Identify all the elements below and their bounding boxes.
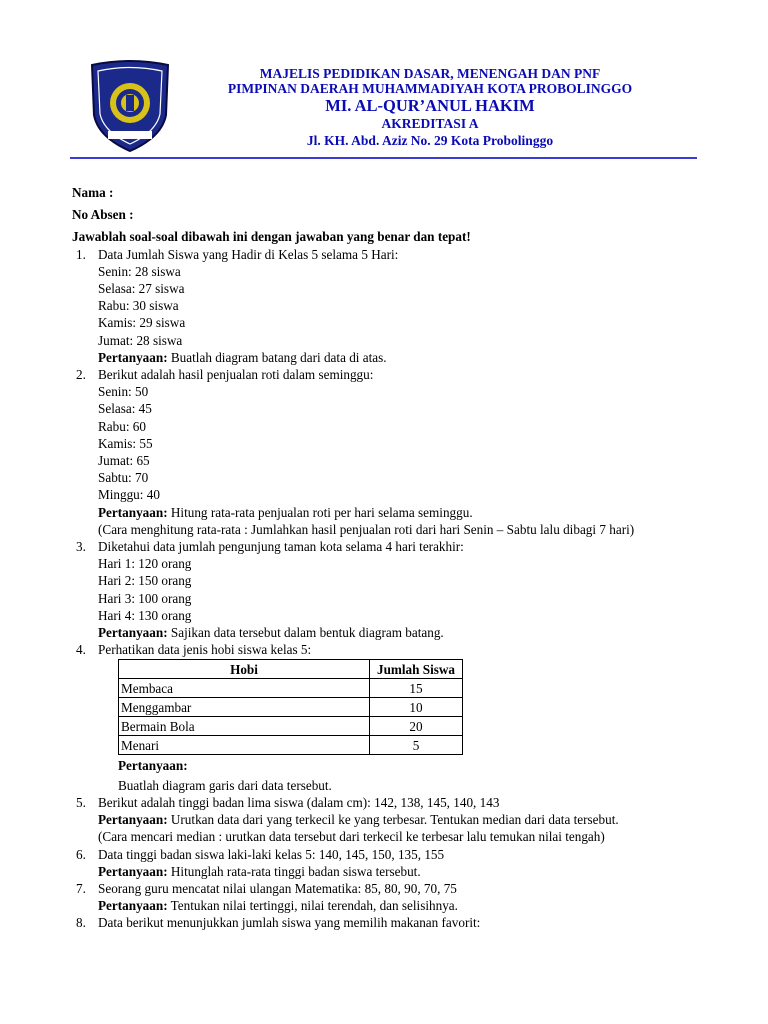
question-prompt <box>98 897 712 914</box>
prompt-label: Pertanyaan: <box>98 349 168 365</box>
data-line: Hari 1: 120 orang <box>98 556 192 572</box>
header-divider <box>70 157 697 159</box>
question-number: 5. <box>76 794 86 810</box>
name-field: Nama : <box>72 185 114 200</box>
question-intro: Berikut adalah hasil penjualan roti dalam seminggu: <box>98 367 374 383</box>
prompt-label: Pertanyaan: <box>98 898 168 914</box>
table-row <box>119 717 463 736</box>
prompt-text: Urutkan data dari yang terkecil ke yang terbesar. Tentukan median dari data tersebut. <box>167 812 619 828</box>
data-line: Hari 4: 130 orang <box>98 607 192 623</box>
table-header-row <box>119 660 463 679</box>
question-number: 2. <box>76 367 86 383</box>
question-intro: Data berikut menunjukkan jumlah siswa yang memilih makanan favorit: <box>98 915 481 931</box>
question-intro: Diketahui data jumlah pengunjung taman kota selama 4 hari terakhir: <box>98 539 464 555</box>
question-prompt <box>98 504 712 521</box>
question-4 <box>72 641 712 794</box>
question-intro: Data tinggi badan siswa laki-laki kelas 5: 140, 145, 150, 135, 155 <box>98 846 445 862</box>
data-line: Selasa: 45 <box>98 401 152 417</box>
data-line: Rabu: 30 siswa <box>98 298 179 314</box>
data-line: Jumat: 28 siswa <box>98 332 183 348</box>
data-line: Senin: 50 <box>98 384 149 400</box>
table-row <box>119 736 463 755</box>
count-cell: 10 <box>370 698 463 717</box>
question-6 <box>72 846 712 880</box>
question-2 <box>72 366 712 538</box>
prompt-text: Hitunglah rata-rata tinggi badan siswa tersebut. <box>167 863 421 879</box>
header-line-1: MAJELIS PEDIDIKAN DASAR, MENENGAH DAN PNF <box>259 66 601 81</box>
question-number: 3. <box>76 539 86 555</box>
question-prompt <box>98 863 712 880</box>
prompt-label: Pertanyaan: <box>98 812 168 828</box>
data-line: Senin: 28 siswa <box>98 263 181 279</box>
data-line: Kamis: 29 siswa <box>98 315 186 331</box>
absence-number-field: No Absen : <box>72 207 134 223</box>
question-3 <box>72 538 712 641</box>
prompt-text: Hitung rata-rata penjualan roti per hari selama seminggu. <box>167 504 473 520</box>
data-line: Hari 2: 150 orang <box>98 573 192 589</box>
table-row <box>119 679 463 698</box>
data-line: Rabu: 60 <box>98 418 146 434</box>
header-line-2: PIMPINAN DAERAH MUHAMMADIYAH KOTA PROBOLINGGO <box>227 81 633 96</box>
count-cell: 5 <box>370 736 463 755</box>
question-number: 1. <box>76 246 86 262</box>
prompt-text: Tentukan nilai tertinggi, nilai terendah, dan selisihnya. <box>167 898 458 914</box>
data-line: Kamis: 55 <box>98 435 153 451</box>
data-line: Jumat: 65 <box>98 453 150 469</box>
school-logo <box>88 59 172 153</box>
prompt-label: Pertanyaan: <box>98 625 168 641</box>
count-cell: 15 <box>370 679 463 698</box>
question-intro: Perhatikan data jenis hobi siswa kelas 5: <box>98 642 312 658</box>
column-header-jumlah: Jumlah Siswa <box>370 660 463 679</box>
hobby-cell: Menari <box>119 736 370 755</box>
question-8 <box>72 914 712 931</box>
prompt-text: Buatlah diagram garis dari data tersebut. <box>118 777 332 793</box>
count-cell: 20 <box>370 717 463 736</box>
school-name: MI. AL-QUR’ANUL HAKIM <box>325 96 535 115</box>
question-5 <box>72 794 712 846</box>
question-intro: Berikut adalah tinggi badan lima siswa (dalam cm): 142, 138, 145, 140, 143 <box>98 794 500 810</box>
hint-note: (Cara mencari median : urutkan data tersebut dari terkecil ke terbesar lalu temukan nilai tengah) <box>98 829 605 845</box>
prompt-label: Pertanyaan: <box>118 758 188 774</box>
prompt-text: Buatlah diagram batang dari data di atas. <box>167 349 387 365</box>
question-number: 4. <box>76 642 86 658</box>
hobby-cell: Menggambar <box>119 698 370 717</box>
hobby-table <box>118 659 463 755</box>
letterhead <box>180 66 680 150</box>
question-number: 8. <box>76 915 86 931</box>
school-address: Jl. KH. Abd. Aziz No. 29 Kota Probolinggo <box>306 133 554 148</box>
question-prompt <box>98 811 712 828</box>
table-row <box>119 698 463 717</box>
question-7 <box>72 880 712 914</box>
data-line: Hari 3: 100 orang <box>98 590 192 606</box>
worksheet-body <box>72 184 712 932</box>
question-intro: Seorang guru mencatat nilai ulangan Matematika: 85, 80, 90, 70, 75 <box>98 880 457 896</box>
prompt-label: Pertanyaan: <box>98 863 168 879</box>
data-line: Minggu: 40 <box>98 487 160 503</box>
question-number: 7. <box>76 880 86 896</box>
question-prompt <box>98 349 712 366</box>
column-header-hobi: Hobi <box>119 660 370 679</box>
prompt-label: Pertanyaan: <box>98 504 168 520</box>
hint-note: (Cara menghitung rata-rata : Jumlahkan hasil penjualan roti dari hari Senin – Sabtu lalu dibagi 7 hari) <box>98 521 635 537</box>
question-number: 6. <box>76 846 86 862</box>
question-prompt <box>98 624 712 641</box>
hobby-cell: Bermain Bola <box>119 717 370 736</box>
prompt-text: Sajikan data tersebut dalam bentuk diagram batang. <box>167 625 444 641</box>
data-line: Selasa: 27 siswa <box>98 281 185 297</box>
question-1 <box>72 246 712 366</box>
accreditation: AKREDITASI A <box>381 116 479 131</box>
data-line: Sabtu: 70 <box>98 470 149 486</box>
question-intro: Data Jumlah Siswa yang Hadir di Kelas 5 selama 5 Hari: <box>98 246 399 262</box>
hobby-cell: Membaca <box>119 679 370 698</box>
instruction: Jawablah soal-soal dibawah ini dengan jawaban yang benar dan tepat! <box>72 229 471 245</box>
